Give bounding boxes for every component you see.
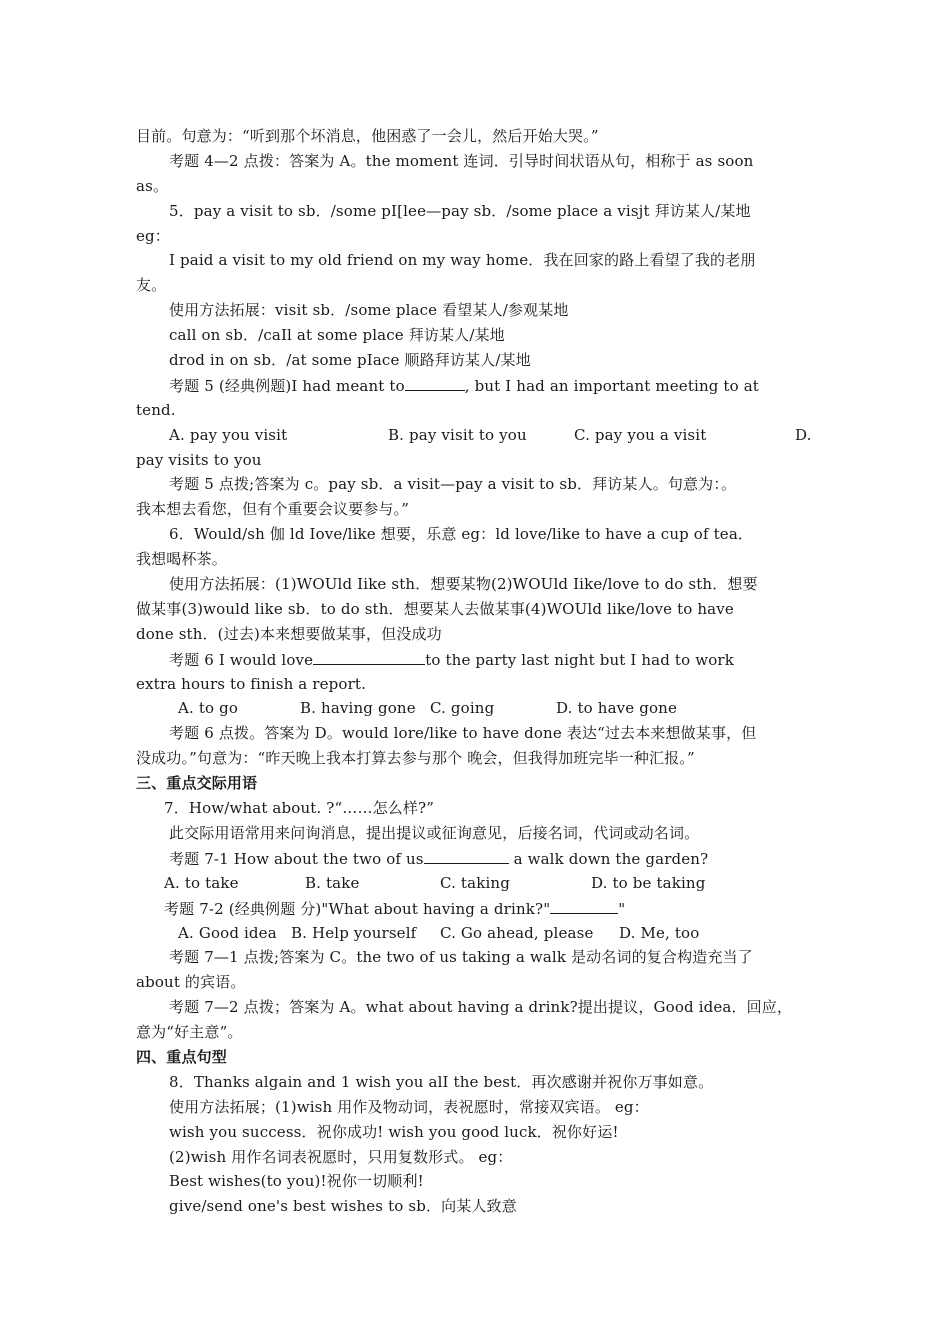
text-line: 没成功。”句意为：“昨天晚上我本打算去参与那个 晚会，但我得加班完毕一种汇报。” [136,749,695,768]
question-7-2-options [136,921,816,946]
example-sentence: give/send one's best wishes to sb．向某人致意 [169,1197,517,1216]
option-d: D. [795,425,812,444]
question-text: a walk down the garden? [508,849,709,868]
text-line: drod in on sb．/at some pIace 顺路拜访某人/某地 [169,351,531,370]
usage-extension: 使用方法拓展：(1)WOUld Iike sth．想要某物(2)WOUld Iike/love to do sth．想要 [169,575,758,594]
option-b: B. take [305,873,360,892]
text-line: 此交际用语常用来问询消息，提出提议或征询意见，后接名词，代词或动名词。 [169,823,700,842]
option-a: A. to go [178,699,239,718]
option-b: B. having gone [300,699,416,718]
text-line: 意为“好主意”。 [136,1023,243,1042]
option-d: D. to be taking [591,873,706,892]
example-sentence: wish you success．祝你成功! wish you good luck．祝你好运! [169,1122,619,1141]
question-text: " [618,899,626,918]
option-b: B. pay visit to you [388,425,527,444]
question-text: 考题 6 I would love [169,650,314,669]
answer-blank [424,846,509,864]
text-line: 我本想去看您，但有个重要会议要参与。” [136,500,410,519]
option-c: C. taking [440,873,510,892]
question-7-1 [136,846,816,871]
option-b: B. Help yourself [291,923,417,942]
text-line: about 的宾语。 [136,973,246,992]
answer-blank [405,373,465,391]
answer-note: 考题 7—2 点拨；答案为 A。what about having a drink?提出提议，Good idea．回应， [169,998,793,1017]
item-5-heading: 5．pay a visit to sb．/some pI[lee—pay sb．/some place a visjt 拜访某人/某地 [169,201,751,220]
text-line: pay visits to you [136,450,262,469]
answer-note: 考题 7—1 点拨;答案为 C。the two of us taking a walk 是动名词的复合构造充当了 [169,948,753,967]
question-text: 考题 5 (经典例题)I had meant to [169,376,405,395]
text-line: as。 [136,176,169,195]
text-line: 考题 4—2 点拨：答案为 A。the moment 连词．引导时间状语从句，相称于 as soon [169,151,754,170]
question-text: , but I had an important meeting to at [464,376,759,395]
question-text: 考题 7-1 How about the two of us [169,849,424,868]
text-line: eg： [136,226,170,245]
item-8-heading: 8．Thanks algain and 1 wish you alI the best．再次感谢并祝你万事如意。 [169,1072,714,1091]
option-a: A. pay you visit [169,425,288,444]
text-line: 友。 [136,276,167,295]
question-text: to the party last night but I had to work [425,650,734,669]
question-text: 考题 7-2 (经典例题 分)"What about having a drink?" [164,899,551,918]
answer-note: 考题 5 点拨;答案为 c。pay sb．a visit—pay a visit to sb．拜访某人。句意为：。 [169,475,737,494]
option-c: C. going [430,699,495,718]
usage-extension: 使用方法拓展：visit sb．/some place 看望某人/参观某地 [169,301,569,320]
option-c: C. Go ahead, please [440,923,594,942]
usage-extension: 使用方法拓展；(1)wish 用作及物动词，表祝愿时，常接双宾语。 eg： [169,1097,649,1116]
question-7-2 [136,896,816,921]
option-a: A. Good idea [178,923,277,942]
text-line: extra hours to finish a report. [136,674,367,693]
text-line: tend. [136,400,176,419]
text-line: 我想喝杯茶。 [136,550,227,569]
example-sentence: Best wishes(to you)!祝你一切顺利! [169,1172,424,1191]
item-6-heading: 6．Would/sh 伽 ld Iove/like 想要，乐意 eg：ld love/like to have a cup of tea． [169,525,754,544]
text-line: done sth．(过去)本来想要做某事，但没成功 [136,624,442,643]
question-6-options [136,696,816,721]
answer-blank [550,896,618,914]
question-6 [136,647,816,672]
document-page [136,124,816,1219]
question-7-1-options [136,871,816,896]
example-sentence: I paid a visit to my old friend on my way home．我在回家的路上看望了我的老朋 [169,251,756,270]
section-heading: 四、重点句型 [136,1047,227,1066]
option-a: A. to take [164,873,239,892]
answer-blank [313,647,425,665]
text-line: call on sb．/caIl at some place 拜访某人/某地 [169,326,505,345]
option-c: C. pay you a visit [574,425,707,444]
option-d: D. to have gone [556,699,677,718]
text-line: (2)wish 用作名词表祝愿时，只用复数形式。 eg： [169,1147,513,1166]
section-heading: 三、重点交际用语 [136,774,258,793]
option-d: D. Me, too [619,923,700,942]
text-line: 做某事(3)would like sb．to do sth．想要某人去做某事(4)WOUld like/love to have [136,599,734,618]
item-7-heading: 7．How/what about. ?“……怎么样?” [164,799,435,818]
question-5 [136,373,816,398]
text-line: 目前。句意为：“听到那个坏消息，他困惑了一会儿，然后开始大哭。” [136,127,599,145]
question-5-options [136,423,816,448]
answer-note: 考题 6 点拨。答案为 D。would lore/like to have done 表达“过去本来想做某事，但 [169,724,757,743]
